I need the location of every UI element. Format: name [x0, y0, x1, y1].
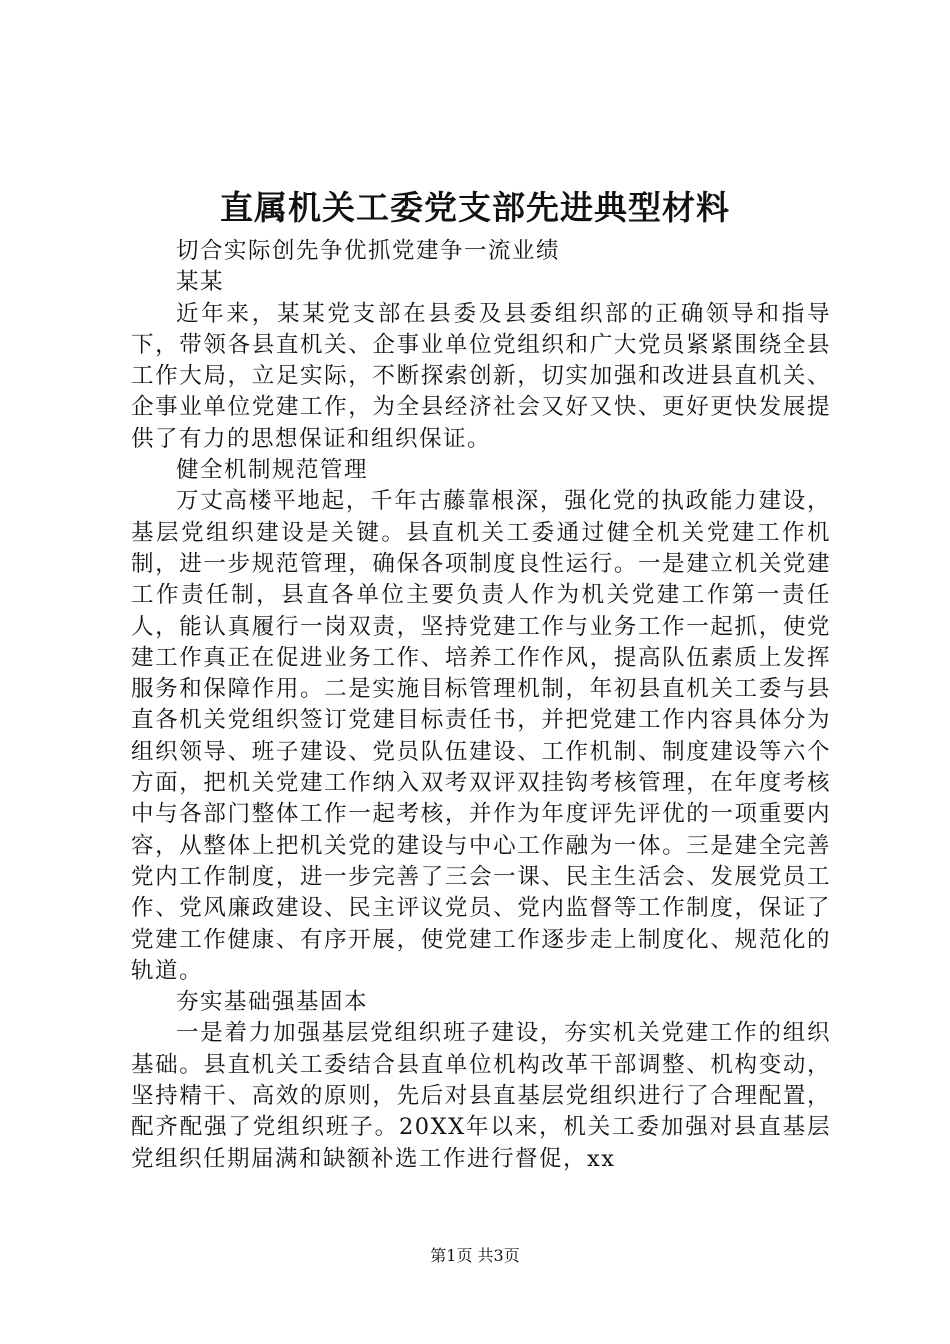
- section-heading: 健全机制规范管理: [176, 457, 369, 484]
- body-paragraph: 近年来，某某党支部在县委及县委组织部的正确领导和指导下，带领各县直机关、企事业单位党组织和广大党员紧紧围绕全县工作大局，立足实际，不断探索创新，切实加强和改进县直机关、企事业单位党建工作，为全县经济社会又好又快、更好更快发展提供了有力的思想保证和组织保证。: [131, 300, 831, 452]
- body-paragraph: 一是着力加强基层党组织班子建设，夯实机关党建工作的组织基础。县直机关工委结合县直单位机构改革干部调整、机构变动，坚持精干、高效的原则，先后对县直基层党组织进行了合理配置，配齐配强了党组织班子。20XX年以来，机关工委加强对县直基层党组织任期届满和缺额补选工作进行督促，xx: [131, 1020, 831, 1172]
- document-title: 直属机关工委党支部先进典型材料: [220, 188, 730, 227]
- page-footer: 第1页 共3页: [430, 1246, 520, 1265]
- body-paragraph: 万丈高楼平地起，千年古藤靠根深，强化党的执政能力建设，基层党组织建设是关键。县直机关工委通过健全机关党建工作机制，进一步规范管理，确保各项制度良性运行。一是建立机关党建工作责任制，县直各单位主要负责人作为机关党建工作第一责任人，能认真履行一岗双责，坚持党建工作与业务工作一起抓，使党建工作真正在促进业务工作、培养工作作风，提高队伍素质上发挥服务和保障作用。二是实施目标管理机制，年初县直机关工委与县直各机关党组织签订党建目标责任书，并把党建工作内容具体分为组织领导、班子建设、党员队伍建设、工作机制、制度建设等六个方面，把机关党建工作纳入双考双评双挂钩考核管理，在年度考核中与各部门整体工作一起考核，并作为年度评先评优的一项重要内容，从整体上把机关党的建设与中心工作融为一体。三是建全完善党内工作制度，进一步完善了三会一课、民主生活会、发展党员工作、党风廉政建设、民主评议党员、党内监督等工作制度，保证了党建工作健康、有序开展，使党建工作逐步走上制度化、规范化的轨道。: [131, 488, 831, 984]
- section-heading: 夯实基础强基固本: [176, 989, 369, 1016]
- document-body: [131, 236, 831, 1175]
- author-paragraph: 某某: [176, 269, 225, 296]
- subtitle-paragraph: 切合实际创先争优抓党建争一流业绩: [176, 238, 561, 264]
